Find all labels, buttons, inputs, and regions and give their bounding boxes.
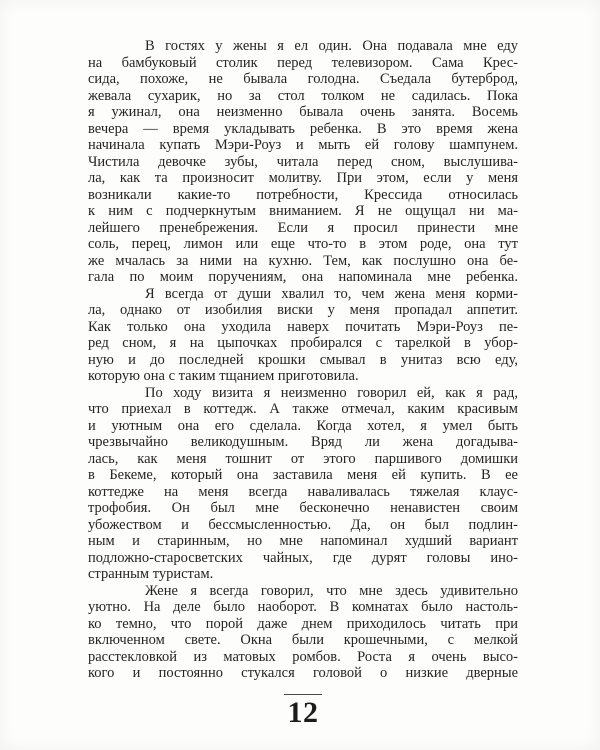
text-line: Как только она уходила наверх почитать Мэри-Роуз пе- [88,318,518,335]
text-line: трофобия. Он был мне бесконечно ненавистен своим [88,500,518,516]
text-line: лейшего пренебрежения. Если я просил принести мне [88,219,518,236]
paragraph-1 [88,38,518,286]
text-line: ла, как та произносит молитву. При этом, если у меня [88,170,518,186]
text-line: Жене я всегда говорил, что мне здесь удивительно [145,582,518,599]
text-line: соль, перец, лимон или еще что-то в этом роде, она тут [88,236,518,252]
text-line: кого и постоянно стукался головой о низкие дверные [88,665,518,681]
text-line: подложно-старосветских чайных, где дурят головы ино- [88,549,518,566]
text-line: я ужинал, она неизменно бывала очень занята. Восемь [88,104,518,120]
text-line: к ним с подчеркнутым вниманием. Я не ощущал ни ма- [88,203,518,219]
page-number: 12 [287,696,319,729]
text-line: возникали какие-то потребности, Крессида относилась [88,186,518,203]
text-line: Чистила девочке зубы, читала перед сном, выслушива- [88,153,518,170]
text-line: В гостях у жены я ел один. Она подавала мне еду [145,38,518,54]
text-line: гала по моим поручениям, она напоминала мне ребенка. [88,269,518,285]
text-line: лась, как меня тошнит от этого паршивого домишки [88,450,518,467]
paragraph-2 [88,286,518,385]
text-line: начинала купать Мэри-Роуз и мыть ей голову шампунем. [88,137,518,153]
text-line: уютно. На деле было наоборот. В комнатах было настоль- [88,599,518,615]
text-line: что приехал в коттедж. А также отмечал, каким красивым [88,401,518,417]
paragraph-3 [88,385,518,583]
text-line: ко темно, что порой даже днем приходилось читать при [88,615,518,632]
text-line: расстекловкой из матовых ромбов. Роста я очень высо- [88,648,518,665]
text-line: ную и до последней крошки смывал в унитаз всю еду, [88,351,518,368]
text-line: По ходу визита я неизменно говорил ей, как я рад, [145,384,518,401]
text-line: которую она с таким тщанием приготовила. [88,368,359,384]
text-line: убожеством и бессмысленностью. Да, он был подлин- [88,516,518,533]
text-line: жевала сухарик, но за стол толком не садилась. Пока [88,87,518,104]
text-line: коттедже на меня всегда наваливалась тяжелая клаус- [88,483,518,500]
paragraph-4 [88,583,518,682]
text-line: же мчалась за ними на кухню. Тем, как послушно она бе- [88,252,518,269]
page-footer [88,694,518,728]
text-line: вечера — время укладывать ребенка. В это время жена [88,120,518,137]
page-number-rule [284,694,322,695]
text-line: ным и старинным, но мне напоминал худший вариант [88,533,518,549]
text-line: на бамбуковый столик перед телевизором. Сама Крес- [88,54,518,71]
text-line: Я всегда от души хвалил то, чем жена меня корми- [145,285,518,302]
text-line: включенном свете. Окна были крошечными, с мелкой [88,632,518,648]
text-line: чрезвычайно великодушным. Вряд ли жена догадыва- [88,434,518,450]
text-line: и уютным она его сделала. Когда хотел, я умел быть [88,417,518,434]
text-line: сида, похоже, не бывала голодна. Съедала бутерброд, [88,71,518,87]
text-line: странным туристам. [88,566,214,582]
text-line: в Бекеме, который она заставила меня ей купить. В ее [88,467,518,483]
text-line: ла, однако от изобилия виски у меня пропадал аппетит. [88,302,518,318]
body-text [88,38,518,682]
text-line: ред сном, я на цыпочках пробирался с тарелкой в убор- [88,335,518,351]
